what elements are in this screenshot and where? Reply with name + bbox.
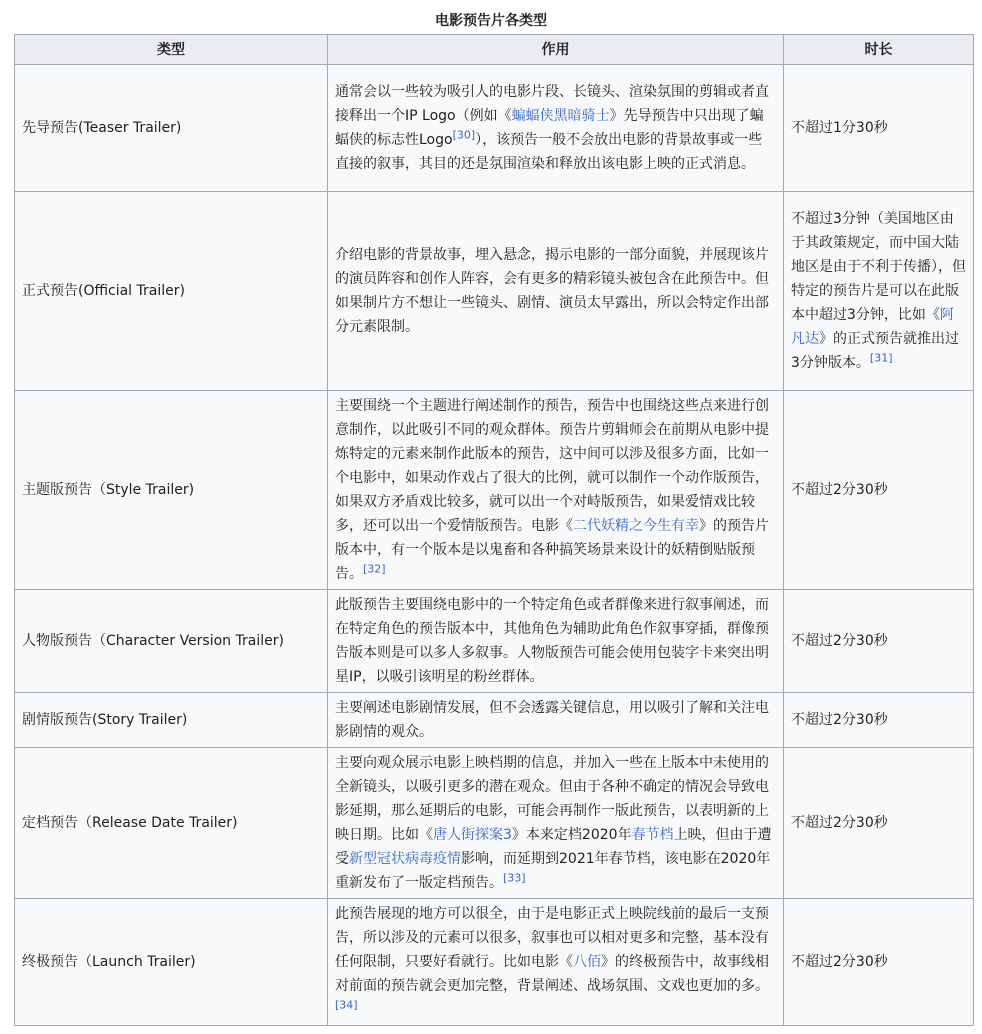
cell-text: 不超过2分30秒 — [791, 712, 888, 728]
table-row — [15, 590, 974, 693]
trailer-type-cell: 人物版预告（Character Version Trailer) — [15, 590, 328, 693]
trailer-type-cell: 定档预告（Release Date Trailer) — [15, 748, 328, 899]
wiki-link[interactable]: 蝙蝠侠黑暗骑士 — [511, 108, 610, 124]
table-row — [15, 748, 974, 899]
cell-text: 》先导预告中只出现了蝙蝠侠的标志性Logo — [335, 108, 764, 148]
duration-cell — [784, 391, 974, 590]
cell-text: 主要向观众展示电影上映档期的信息，并加入一些在上版本中未使用的全新镜头，以吸引更多的潜在观众。但由于各种不确定的情况会导致电影延期，那么延期后的电影，可能会再制作一版此预告，以表明新的上映日期。比如《 — [335, 755, 769, 843]
effect-cell — [328, 391, 784, 590]
table-row — [15, 192, 974, 391]
table-row — [15, 693, 974, 748]
duration-cell — [784, 748, 974, 899]
wiki-link[interactable]: 二代妖精之今生有幸 — [573, 518, 699, 534]
cell-text: 通常会以一些较为吸引人的电影片段、长镜头、渲染氛围的剪辑或者直接释出一个IP Logo（例如《 — [335, 84, 769, 124]
cell-text: 此版预告主要围绕电影中的一个特定角色或者群像来进行叙事阐述，而在特定角色的预告版本中，其他角色为辅助此角色作叙事穿插，群像预告版本则是可以多人多叙事。人物版预告可能会使用包装字卡来突出明星IP，以吸引该明星的粉丝群体。 — [335, 597, 769, 685]
wiki-link[interactable]: 八佰 — [573, 954, 601, 970]
trailer-type-cell: 主题版预告（Style Trailer) — [15, 391, 328, 590]
wiki-link[interactable]: 阿凡达 — [791, 307, 954, 347]
trailer-type-cell: 剧情版预告(Story Trailer) — [15, 693, 328, 748]
table-row — [15, 899, 974, 1026]
citation-link[interactable]: [30] — [452, 128, 476, 142]
citation-link[interactable]: [31] — [869, 351, 893, 365]
table-row — [15, 65, 974, 192]
duration-cell — [784, 590, 974, 693]
column-header-type: 类型 — [15, 35, 328, 65]
citation-link[interactable]: [33] — [503, 871, 526, 885]
effect-cell — [328, 899, 784, 1026]
citation-link[interactable]: [34] — [335, 998, 358, 1012]
duration-cell — [784, 693, 974, 748]
table-caption: 电影预告片各类型 — [435, 13, 547, 29]
cell-text: 不超过2分30秒 — [791, 633, 888, 649]
wiki-link[interactable]: 新型冠状病毒疫情 — [349, 851, 461, 867]
column-header-duration: 时长 — [784, 35, 974, 65]
cell-text: 主要围绕一个主题进行阐述制作的预告，预告中也围绕这些点来进行创意制作，以此吸引不同的观众群体。预告片剪辑师会在前期从电影中提炼特定的元素来制作此版本的预告，这中间可以涉及很多方面，比如一个电影中，如果动作戏占了很大的比例，就可以制作一个动作版预告，如果双方矛盾戏比较多，就可以出一个对峙版预告，如果爱情戏比较多，还可以出一个爱情版预告。电影《 — [335, 398, 769, 534]
cell-text: 上映，但由于遭受 — [335, 827, 772, 867]
cell-text: 》的正式预告就推出过3分钟版本。 — [791, 331, 959, 371]
duration-cell — [784, 899, 974, 1026]
cell-text: 影响，而延期到2021年春节档，该电影在2020年重新发布了一版定档预告。 — [335, 851, 771, 891]
effect-cell — [328, 590, 784, 693]
table-row — [15, 391, 974, 590]
duration-cell — [784, 192, 974, 391]
duration-cell — [784, 65, 974, 192]
cell-text: 不超过2分30秒 — [791, 482, 888, 498]
trailer-type-cell: 先导预告(Teaser Trailer) — [15, 65, 328, 192]
trailer-type-cell: 正式预告(Official Trailer) — [15, 192, 328, 391]
trailer-type-cell: 终极预告（Launch Trailer) — [15, 899, 328, 1026]
cell-text: 》本来定档2020年 — [511, 827, 632, 843]
cell-text: 不超过2分30秒 — [791, 815, 888, 831]
cell-text: 不超过2分30秒 — [791, 954, 888, 970]
trailer-types-table — [14, 34, 974, 1026]
cell-text: 》的终极预告中，故事线相对前面的预告就会更加完整，背景阐述、战场氛围、文戏也更加的多。 — [335, 954, 769, 994]
effect-cell — [328, 65, 784, 192]
effect-cell — [328, 748, 784, 899]
effect-cell — [328, 693, 784, 748]
cell-text: ），该预告一般不会放出电影的背景故事或一些直接的叙事，其目的还是氛围渲染和释放出该电影上映的正式消息。 — [335, 132, 763, 172]
column-header-effect: 作用 — [328, 35, 784, 65]
cell-text: 介绍电影的背景故事，埋入悬念，揭示电影的一部分面貌，并展现该片的演员阵容和创作人阵容，会有更多的精彩镜头被包含在此预告中。但如果制片方不想让一些镜头、剧情、演员太早露出，所以会特定作出部分元素限制。 — [335, 247, 769, 335]
wiki-link[interactable]: 唐人街探案3 — [433, 827, 512, 843]
cell-text: 主要阐述电影剧情发展，但不会透露关键信息，用以吸引了解和关注电影剧情的观众。 — [335, 700, 769, 740]
cell-text: 不超过1分30秒 — [791, 120, 888, 136]
citation-link[interactable]: [32] — [363, 562, 386, 576]
wiki-link[interactable]: 春节档 — [631, 827, 674, 843]
table-header-row — [15, 35, 974, 65]
effect-cell — [328, 192, 784, 391]
cell-text: 不超过3分钟（美国地区由于其政策规定，而中国大陆地区是由于不利于传播），但特定的预告片是可以在此版本中超过3分钟，比如《 — [791, 211, 966, 323]
cell-text: 》的预告片版本中，有一个版本是以鬼畜和各种搞笑场景来设计的妖精倒贴版预告。 — [335, 518, 769, 582]
cell-text: 此预告展现的地方可以很全，由于是电影正式上映院线前的最后一支预告，所以涉及的元素可以很多，叙事也可以相对更多和完整，基本没有任何限制，只要好看就行。比如电影《 — [335, 906, 769, 970]
